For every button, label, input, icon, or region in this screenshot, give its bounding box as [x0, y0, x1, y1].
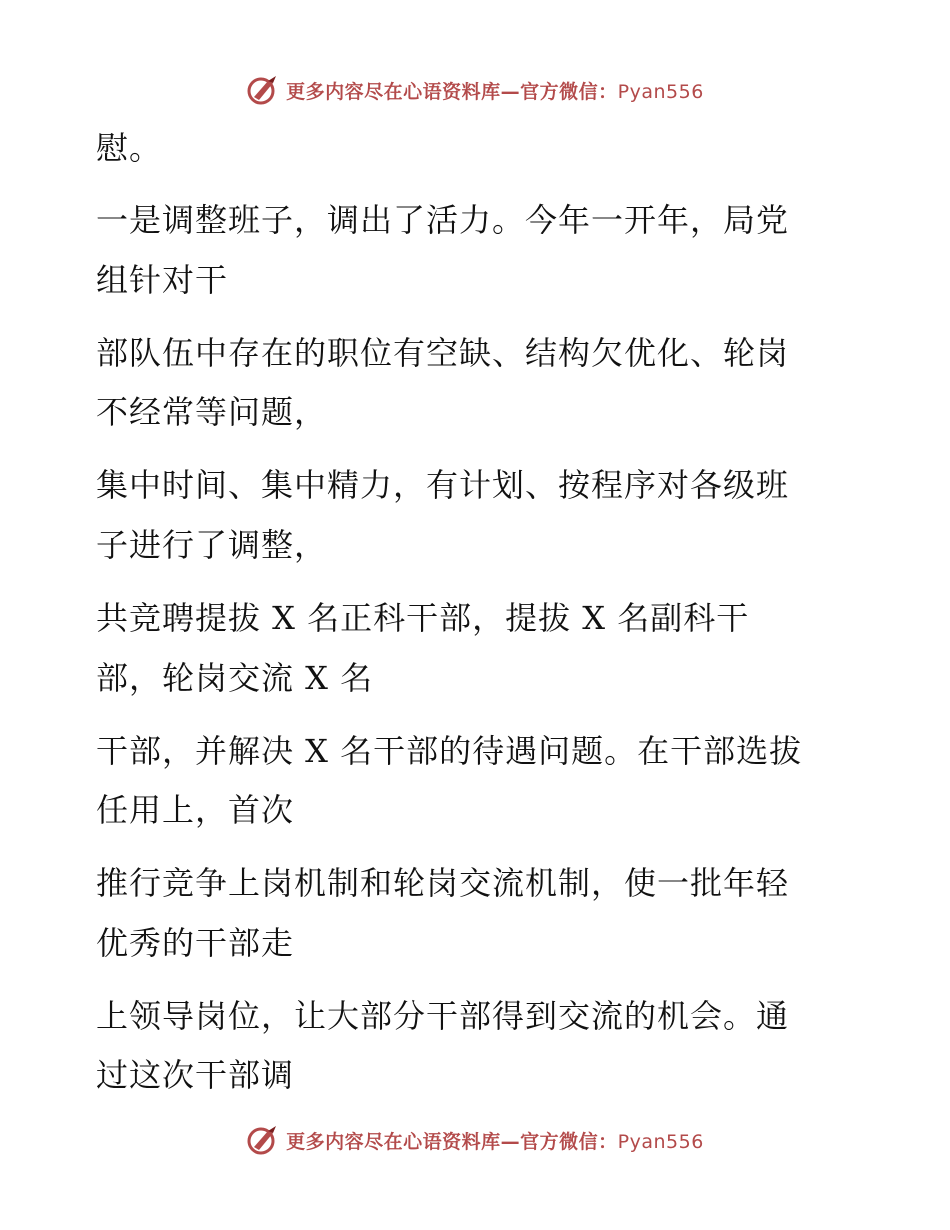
- text-line: 部队伍中存在的职位有空缺、结构欠优化、轮岗: [96, 334, 790, 372]
- watermark-text: 更多内容尽在心语资料库—官方微信：Pyan556: [286, 1130, 704, 1153]
- watermark-text: 更多内容尽在心语资料库—官方微信：Pyan556: [286, 80, 704, 103]
- text-line: 任用上，首次: [96, 791, 295, 829]
- text-line: 共竞聘提拔 X 名正科干部，提拔 X 名副科干: [96, 599, 750, 637]
- text-line: 上领导岗位，让大部分干部得到交流的机会。通: [96, 997, 790, 1035]
- pen-logo-icon: [246, 73, 280, 107]
- text-line: 过这次干部调: [96, 1056, 295, 1094]
- text-line: 子进行了调整，: [96, 526, 328, 564]
- pen-logo-icon: [246, 1123, 280, 1157]
- text-line: 部，轮岗交流 X 名: [96, 659, 374, 697]
- header-watermark: [0, 70, 950, 110]
- text-line: 组针对干: [96, 261, 229, 299]
- footer-watermark: [0, 1120, 950, 1160]
- text-line: 干部，并解决 X 名干部的待遇问题。在干部选拔: [96, 732, 803, 770]
- text-line: 优秀的干部走: [96, 924, 295, 962]
- text-line: 推行竞争上岗机制和轮岗交流机制，使一批年轻: [96, 864, 790, 902]
- text-line: 一是调整班子，调出了活力。今年一开年，局党: [96, 201, 790, 239]
- text-line: 集中时间、集中精力，有计划、按程序对各级班: [96, 466, 790, 504]
- text-line: 慰。: [96, 129, 163, 167]
- text-line: 不经常等问题，: [96, 393, 328, 431]
